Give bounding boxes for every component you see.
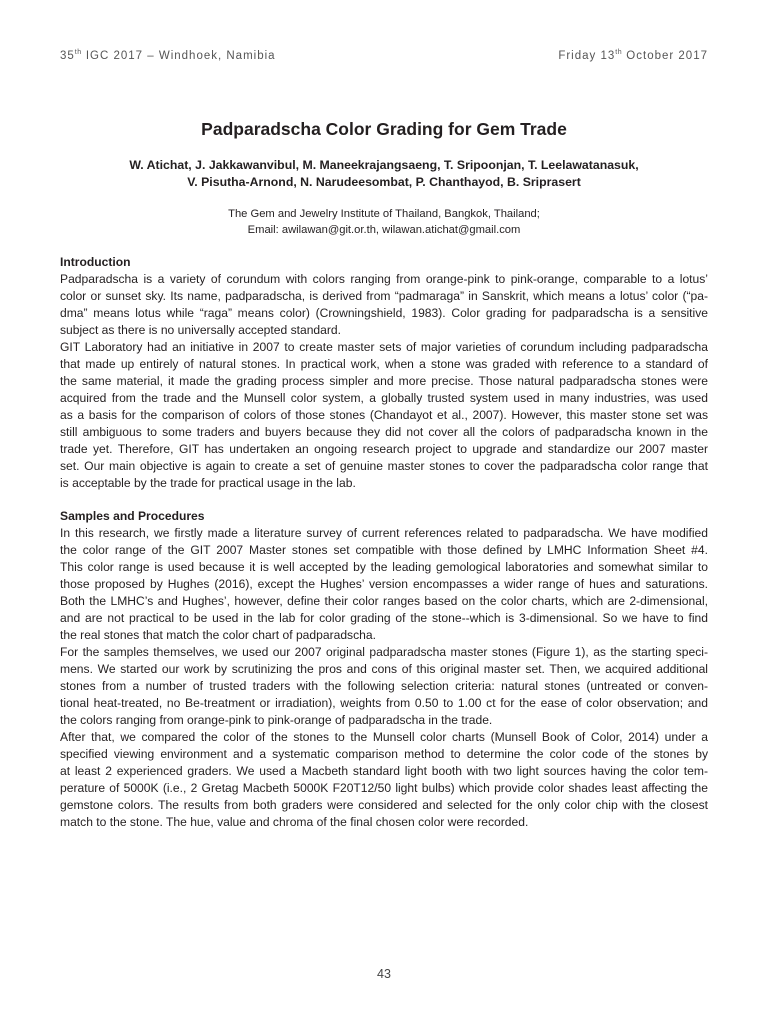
text-line: stones from a number of trusted traders with the following selection criteria: natural stones (untreated or conven- [60,679,708,693]
text-line: color or sunset sky. Its name, padparadscha, is derived from “padmaraga” in Sanskrit, which means a lotus’ color (“pa- [60,289,708,303]
text-line: set. Our main objective is again to create a set of genuine master stones to cover the padparadscha color range that [60,459,708,473]
text-line: at least 2 experienced graders. We used a Macbeth standard light booth with two light sources having the color tem- [60,764,708,778]
section-body [60,271,708,492]
text-line: the color range of the GIT 2007 Master stones set compatible with those defined by LMHC Information Sheet #4. [60,543,708,557]
introduction-section [60,254,708,492]
text-line: trade yet. Therefore, GIT has undertaken an ongoing research project to upgrade and standardize our 2007 master [60,442,708,456]
author-line: V. Pisutha-Arnond, N. Narudeesombat, P. Chanthayod, B. Sriprasert [187,175,581,189]
text-line: After that, we compared the color of the stones to the Munsell color charts (Munsell Book of Color, 2014) under a [60,730,708,744]
affiliation [90,206,678,238]
text-line: the same material, it made the grading process simpler and more precise. Those natural padparadscha stones were [60,374,708,388]
text-line: Padparadscha is a variety of corundum with colors ranging from orange-pink to pink-orange, comparable to a lotus’ [60,272,708,286]
conference-label: 35th IGC 2017 – Windhoek, Namibia [60,49,276,62]
text-line: specified viewing environment and a systematic comparison method to determine the color code of the stones by [60,747,708,761]
text-line: GIT Laboratory had an initiative in 2007 to create master sets of major varieties of corundum including padparadscha [60,340,708,354]
author-line: W. Atichat, J. Jakkawanvibul, M. Maneekrajangsaeng, T. Sripoonjan, T. Leelawatanasuk, [129,158,639,172]
text-line: as a basis for the comparison of colors of those stones (Chandayot et al., 2007). However, this master stone set was [60,408,708,422]
text-line: Both the LMHC’s and Hughes’, however, define their color ranges based on the color charts, which are 2-dimensional, [60,594,708,608]
text-line: gemstone colors. The results from both graders were considered and selected for the only color chip with the closest [60,798,708,812]
date-label: Friday 13th October 2017 [558,49,708,62]
text-line: match to the stone. The hue, value and chroma of the final chosen color were recorded. [60,815,529,829]
author-list [90,157,678,191]
text-line: acquired from the trade and the Munsell color system, a globally trusted system used in many industries, was used [60,391,708,405]
email-line: Email: awilawan@git.or.th, wilawan.atichat@gmail.com [247,224,521,236]
affiliation-line: The Gem and Jewelry Institute of Thailand, Bangkok, Thailand; [228,208,540,220]
text-line: For the samples themselves, we used our 2007 original padparadscha master stones (Figure 1), as the starting speci- [60,645,708,659]
text-line: subject as there is no universally accepted standard. [60,323,342,337]
text-line: This color range is used because it is well accepted by the leading gemological laboratories and somewhat similar to [60,560,708,574]
paper-title: Padparadscha Color Grading for Gem Trade [201,119,567,139]
text-line: those proposed by Hughes (2016), except the Hughes’ version encompasses a wider range of hues and saturations. [60,577,708,591]
text-line: is acceptable by the trade for practical usage in the lab. [60,476,356,490]
section-heading: Samples and Procedures [60,509,205,523]
text-line: that made up entirely of natural stones. In practical work, when a stone was graded with reference to a standard of [60,357,708,371]
text-line: the real stones that match the color chart of padparadscha. [60,628,376,642]
section-heading: Introduction [60,255,131,269]
text-line: dma” means lotus while “raga” means color) (Crowningshield, 1983). Color grading for padparadscha is a sensitive [60,306,708,320]
text-line: perature of 5000K (i.e., 2 Gretag Macbeth 5000K F20T12/50 light bulbs) which provide color shades least affecting the [60,781,708,795]
samples-section [60,508,708,831]
text-line: mens. We started our work by scrutinizing the pros and cons of this original master set. Then, we acquired additional [60,662,708,676]
section-body [60,525,708,831]
text-line: and are not practical to be used in the lab for color grading of the stone--which is 3-dimensional. So we have to find [60,611,708,625]
text-line: In this research, we firstly made a literature survey of current references related to padparadscha. We have modified [60,526,708,540]
text-line: the colors ranging from orange-pink to pink-orange of padparadscha in the trade. [60,713,493,727]
page-number: 43 [377,967,391,981]
text-line: tional heat-treated, no Be-treatment or irradiation), weights from 0.50 to 1.00 ct for the ease of color observation; and [60,696,708,710]
text-line: still ambiguous to some traders and buyers because they did not cover all the colors of padparadscha known in the [60,425,708,439]
